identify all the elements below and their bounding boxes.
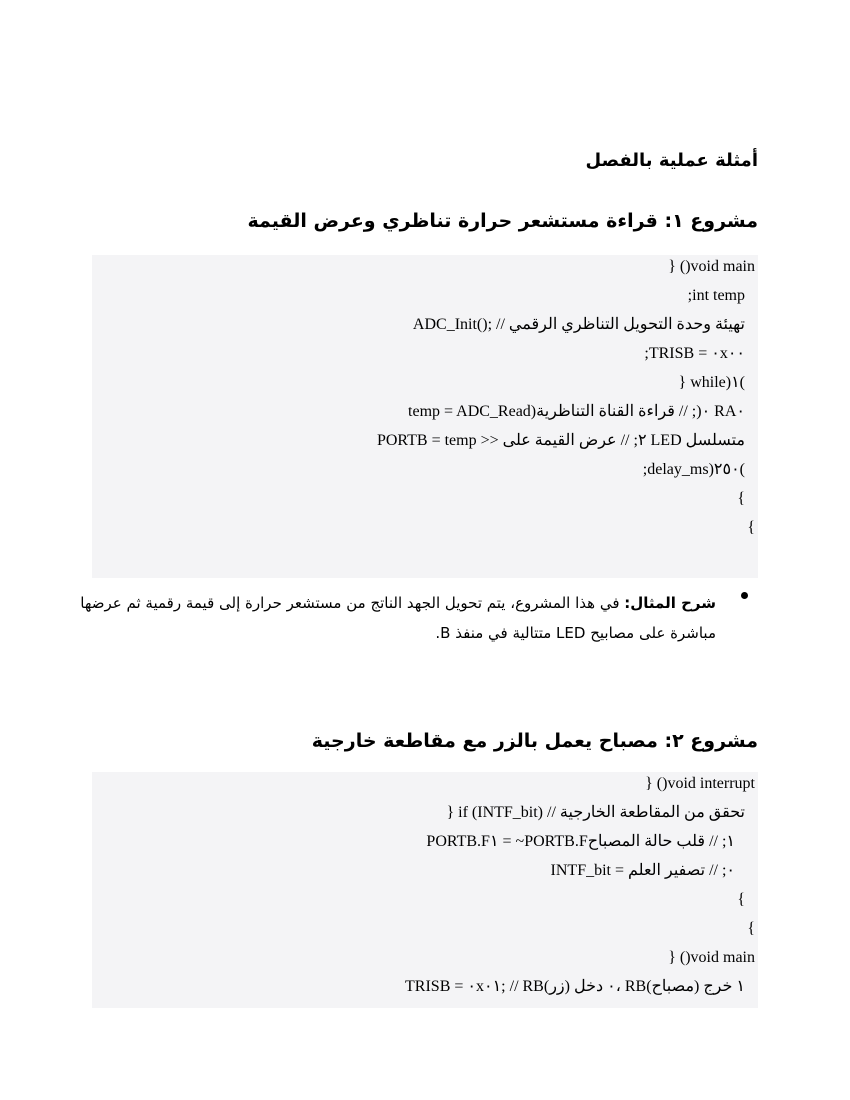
code-line: { [747, 920, 755, 937]
code-line: PORTB.F١ = ~PORTB.F١; // قلب حالة المصباح [426, 833, 735, 850]
project1-explanation [78, 588, 758, 648]
project1-title: مشروع ١: قراءة مستشعر حرارة تناظري وعرض القيمة [247, 210, 758, 232]
project1-code-block [92, 255, 758, 578]
project2-title: مشروع ٢: مصباح يعمل بالزر مع مقاطعة خارجية [311, 730, 758, 752]
code-line: ;int temp [687, 287, 745, 304]
code-line: } if (INTF_bit) // تحقق من المقاطعة الخارجية [446, 804, 745, 821]
code-line: } ()void main [668, 258, 755, 275]
chapter-title: أمثلة عملية بالفصل [585, 150, 758, 171]
code-line: { [737, 891, 745, 908]
code-line: } ()void interrupt [645, 775, 755, 792]
code-line: temp = ADC_Read)٠(; // قراءة القناة التناظرية RA٠ [408, 403, 745, 420]
code-line: } while)١( [678, 374, 745, 391]
code-line: ADC_Init(); // تهيئة وحدة التحويل التناظري الرقمي [412, 316, 745, 333]
code-line: TRISB = ٠x٠١; // RB٠ دخل (زر)، RB١ خرج (مصباح) [405, 978, 745, 995]
code-line: INTF_bit = ٠; // تصفير العلم [550, 862, 735, 879]
code-line: { [747, 519, 755, 536]
explanation-label: شرح المثال: [624, 594, 716, 612]
code-line: { [737, 490, 745, 507]
code-line: } ()void main [668, 949, 755, 966]
code-line: ;TRISB = ٠x٠٠ [644, 345, 745, 362]
code-line: PORTB = temp >> ٢; // عرض القيمة على LED متسلسل [376, 432, 745, 449]
project2-code-block [92, 772, 758, 1008]
code-line: ;delay_ms)٢٥٠( [642, 461, 745, 478]
explanation-text: في هذا المشروع، يتم تحويل الجهد الناتج من مستشعر حرارة إلى قيمة رقمية ثم عرضها مباشرة على مصابيح LED متتالية في منفذ B. [80, 594, 716, 642]
